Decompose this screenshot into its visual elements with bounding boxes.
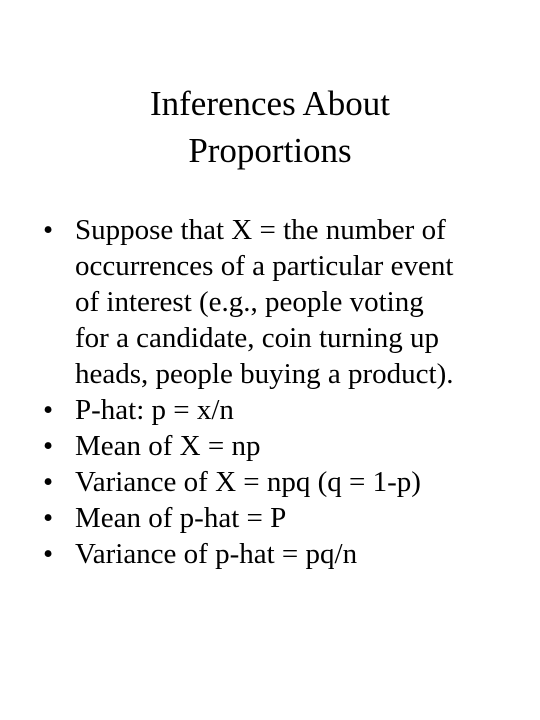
bullet-icon: • bbox=[43, 502, 54, 534]
bullet-item bbox=[43, 500, 533, 536]
bullet-item bbox=[43, 428, 533, 464]
bullet-text-line: Mean of p-hat = P bbox=[75, 502, 287, 534]
bullet-list bbox=[43, 212, 533, 572]
bullet-item bbox=[43, 392, 533, 428]
bullet-text-line: Variance of X = npq (q = 1-p) bbox=[75, 466, 421, 498]
bullet-text-line: occurrences of a particular event bbox=[75, 250, 454, 282]
bullet-text-line: Mean of X = np bbox=[75, 430, 261, 462]
bullet-icon: • bbox=[43, 538, 54, 570]
bullet-text-line: Suppose that X = the number of bbox=[75, 214, 446, 246]
bullet-item bbox=[43, 212, 533, 392]
bullet-item bbox=[43, 536, 533, 572]
bullet-text-line: of interest (e.g., people voting bbox=[75, 286, 424, 318]
bullet-text-line: heads, people buying a product). bbox=[75, 358, 454, 390]
bullet-icon: • bbox=[43, 466, 54, 498]
bullet-icon: • bbox=[43, 430, 54, 462]
bullet-text-line: for a candidate, coin turning up bbox=[75, 322, 439, 354]
bullet-item bbox=[43, 464, 533, 500]
bullet-text-line: Variance of p-hat = pq/n bbox=[75, 538, 358, 570]
bullet-icon: • bbox=[43, 394, 54, 426]
slide-title bbox=[0, 80, 540, 174]
title-line: Proportions bbox=[188, 131, 352, 170]
title-line: Inferences About bbox=[149, 84, 391, 123]
bullet-text-line: P-hat: p = x/n bbox=[75, 394, 234, 426]
bullet-icon: • bbox=[43, 214, 54, 246]
